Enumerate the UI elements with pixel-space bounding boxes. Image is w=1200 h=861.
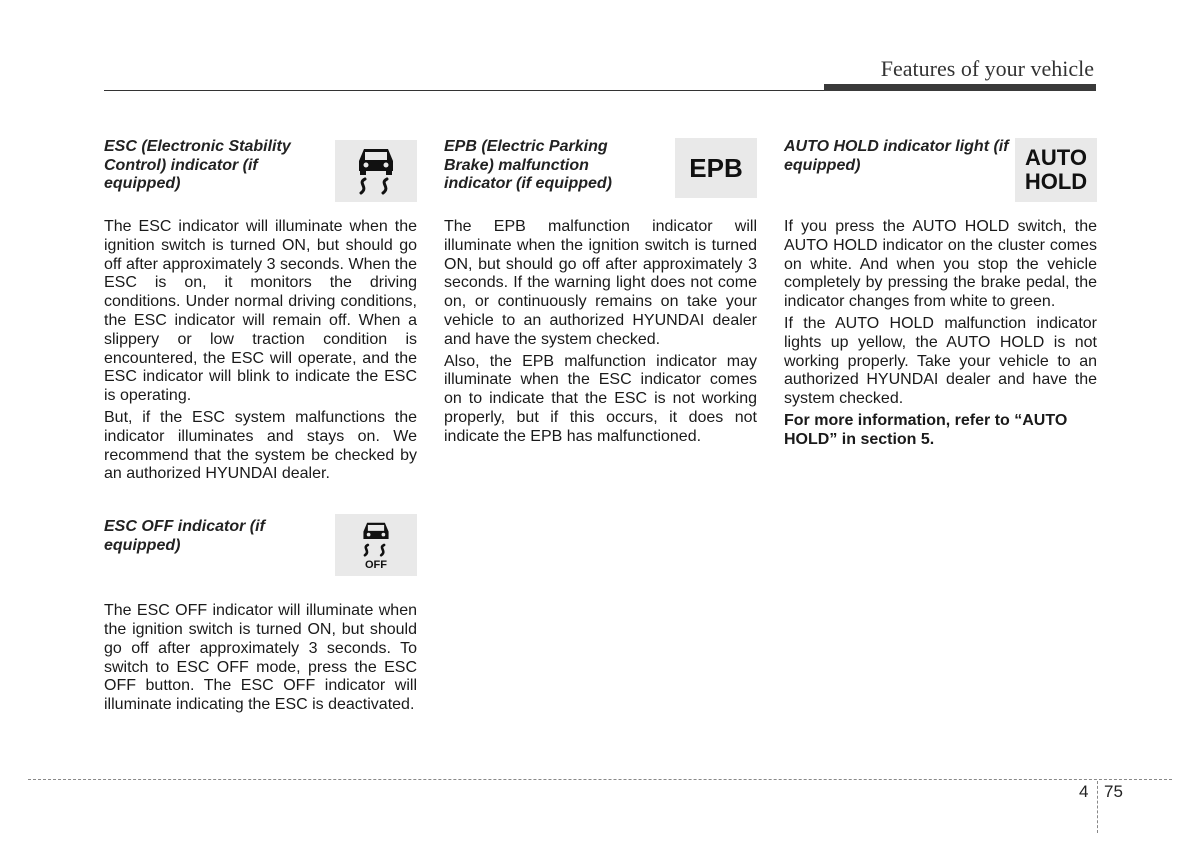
esc-off-icon — [359, 519, 393, 571]
esc-skid-car-icon — [353, 145, 399, 197]
epb-section-title: EPB (Electric Parking Brake) malfunction indicator (if equipped) — [444, 138, 612, 192]
esc-off-section-title: ESC OFF indicator (if equipped) — [104, 518, 265, 554]
auto-hold-icon-line2: HOLD — [1024, 169, 1088, 194]
esc-off-section-header — [104, 518, 417, 602]
epb-section-body — [444, 218, 757, 447]
epb-indicator-icon-box — [675, 138, 757, 198]
esc-off-section-body — [104, 602, 417, 715]
epb-icon-label: EPB — [689, 152, 743, 183]
esc-section-header — [104, 138, 417, 218]
footer-dashed-divider — [1097, 781, 1098, 833]
esc-off-paragraph-1: The ESC OFF indicator will illuminate when the ignition switch is turned ON, but should go off after approximately 3 seconds. To switch to ESC OFF mode, press the ESC OFF button. The ESC OFF indicator will illuminate indicating the ESC is deactivated. — [104, 602, 417, 714]
epb-paragraph-2: Also, the EPB malfunction indicator may illuminate when the ESC indicator comes on to indicate that the ESC is not working properly, but if this occurs, it does not indicate the EPB has malfunctioned. — [444, 352, 757, 445]
auto-hold-section-title: AUTO HOLD indicator light (if equipped) — [784, 138, 1009, 174]
esc-indicator-icon-box — [335, 140, 417, 202]
auto-hold-section-header — [784, 138, 1097, 218]
column-2 — [444, 138, 757, 450]
auto-hold-indicator-icon-box — [1015, 138, 1097, 202]
header-title: Features of your vehicle — [880, 56, 1094, 81]
auto-hold-paragraph-2: If the AUTO HOLD malfunction indicator lights up yellow, the AUTO HOLD is not working properly. Take your vehicle to an authorized HYUNDAI dealer and have the system checked. — [784, 314, 1097, 408]
esc-off-icon-label: OFF — [365, 559, 387, 572]
epb-paragraph-1: The EPB malfunction indicator will illuminate when the ignition switch is turned ON, but should go off after approximately 3 seconds. If the warning light does not come on, or continuously remains on take your vehicle to an authorized HYUNDAI dealer and have the system checked. — [444, 218, 757, 348]
auto-hold-reference-note: For more information, refer to “AUTO HOLD” in section 5. — [784, 411, 1068, 448]
auto-hold-section-body — [784, 218, 1097, 450]
esc-paragraph-1: The ESC indicator will illuminate when the ignition switch is turned ON, but should go off after approximately 3 seconds. When the ESC is on, it monitors the driving conditions. Under normal driving conditions, the ESC indicator will remain off. When a slippery or low traction condition is encountered, the ESC will operate, and the ESC indicator will blink to indicate the ESC is operating. — [104, 218, 417, 405]
esc-section-body — [104, 218, 417, 484]
esc-off-indicator-icon-box — [335, 514, 417, 576]
column-1 — [104, 138, 417, 718]
esc-paragraph-2: But, if the ESC system malfunctions the indicator illuminates and stays on. We recommend that the system be checked by an authorized HYUNDAI dealer. — [104, 408, 417, 483]
epb-section-header — [444, 138, 757, 218]
header-rule-accent — [824, 84, 1096, 91]
esc-skid-car-small-icon — [359, 519, 393, 559]
auto-hold-icon — [1025, 146, 1087, 194]
page-number: 75 — [1104, 782, 1123, 801]
footer-dashed-rule — [28, 779, 1172, 780]
auto-hold-icon-line1: AUTO — [1025, 145, 1087, 170]
auto-hold-paragraph-1: If you press the AUTO HOLD switch, the AUTO HOLD indicator on the cluster comes on white. And when you stop the vehicle completely by pressing the brake pedal, the indicator changes from white to green. — [784, 218, 1097, 311]
chapter-number: 4 — [1079, 782, 1089, 801]
column-3 — [784, 138, 1097, 453]
esc-section-title: ESC (Electronic Stability Control) indicator (if equipped) — [104, 138, 291, 192]
